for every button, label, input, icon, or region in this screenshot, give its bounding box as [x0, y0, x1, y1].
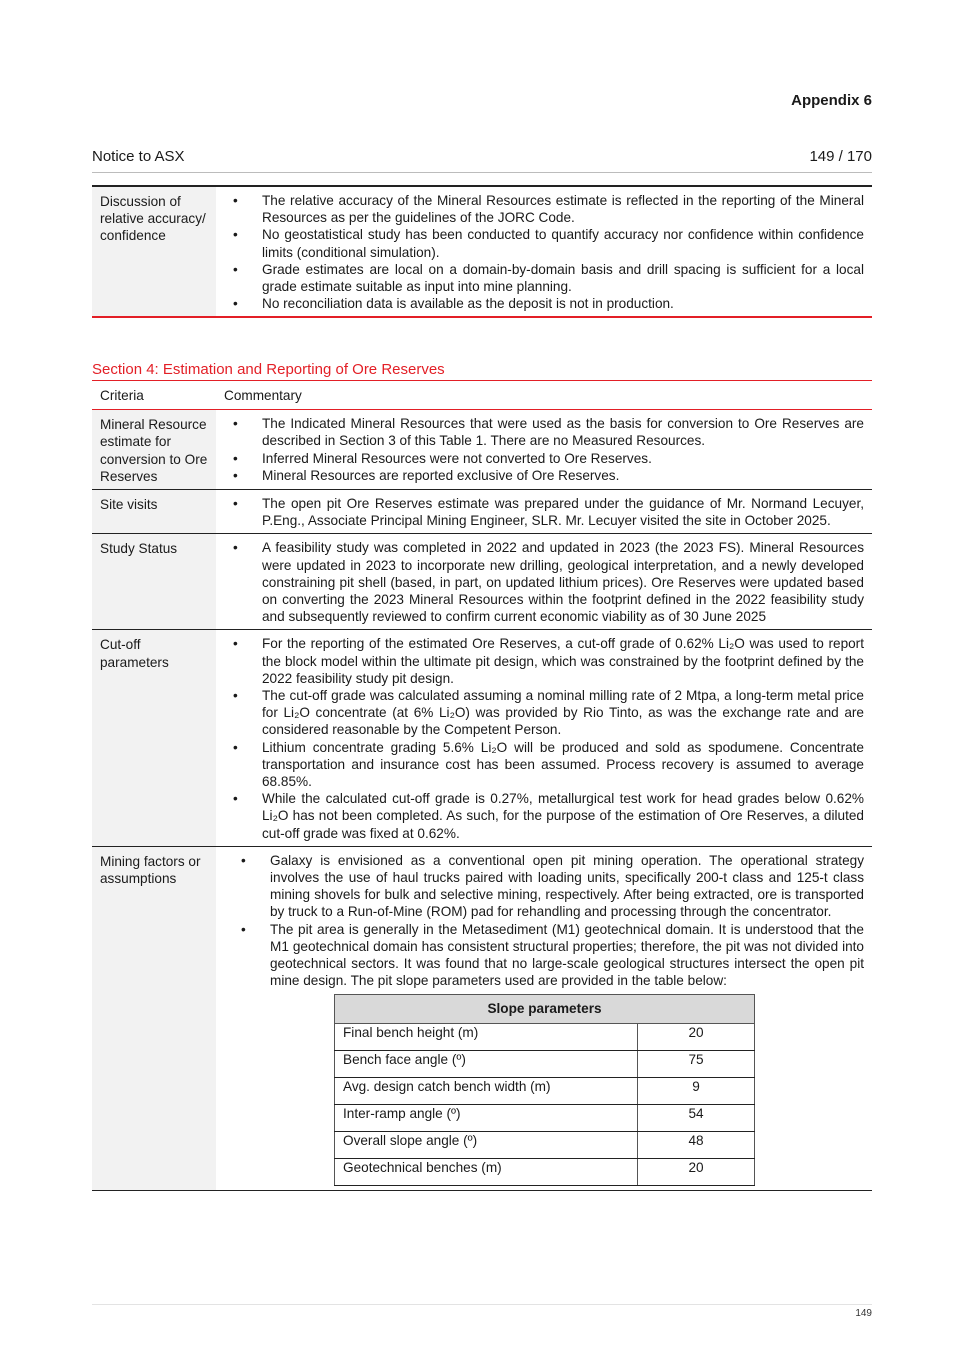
commentary-header: Commentary [216, 382, 872, 410]
table-header-row [92, 382, 872, 410]
param-value: 20 [638, 1158, 755, 1185]
list-item: • Grade estimates are local on a domain-by-domain basis and drill spacing is sufficient for a local grade estimate suitable as input into mine planning. [216, 261, 864, 295]
param-label: Overall slope angle (º) [335, 1131, 638, 1158]
table-row [335, 1050, 755, 1077]
criteria-cell: Study Status [92, 534, 216, 630]
param-label: Geotechnical benches (m) [335, 1158, 638, 1185]
param-value: 20 [638, 1023, 755, 1050]
section-title: Section 4: Estimation and Reporting of Ore Reserves [92, 361, 872, 381]
table-row [335, 1077, 755, 1104]
commentary-cell [216, 410, 872, 490]
param-label: Bench face angle (º) [335, 1050, 638, 1077]
list-item: • While the calculated cut-off grade is 0.27%, metallurgical test work for head grades below 0.62% Li₂O has not been completed. As such, for the purpose of the estimation of Ore Reserves, a diluted cut-off grade was fixed at 0.62%. [216, 790, 864, 842]
bullet-list [216, 415, 864, 484]
list-item: • Galaxy is envisioned as a conventional open pit mining operation. The operational strategy involves the use of haul trucks paired with loading units, specifically 200-t class and 125-t class mining shovels for bulk and selective mining, respectively. After being extracted, ore is transported by truck to a Run-of-Mine (ROM) pad for rehandling and processing through the concentrator. [216, 852, 864, 921]
discussion-table [92, 185, 872, 318]
header-page-count: 149 / 170 [809, 148, 872, 165]
table-header-row [335, 994, 755, 1023]
param-value: 9 [638, 1077, 755, 1104]
table-row [92, 410, 872, 490]
param-value: 48 [638, 1131, 755, 1158]
table-row [92, 846, 872, 1190]
list-item: • Inferred Mineral Resources were not converted to Ore Reserves. [216, 450, 864, 467]
criteria-header: Criteria [92, 382, 216, 410]
slope-table-title: Slope parameters [335, 994, 755, 1023]
list-item: • The Indicated Mineral Resources that were used as the basis for conversion to Ore Reserves are described in Section 3 of this Table 1. There are no Measured Resources. [216, 415, 864, 449]
page-header [92, 148, 872, 173]
commentary-cell [216, 630, 872, 846]
ore-reserves-table [92, 382, 872, 1191]
criteria-cell: Mineral Resource estimate for conversion to Ore Reserves [92, 410, 216, 490]
commentary-cell [216, 490, 872, 534]
criteria-cell: Cut-off parameters [92, 630, 216, 846]
criteria-cell: Discussion of relative accuracy/ confidence [92, 186, 216, 317]
list-item: • A feasibility study was completed in 2022 and updated in 2023 (the 2023 FS). Mineral Resources were updated in 2023 to incorporate new drilling, geological interpretation, and a newly developed constraining pit shell (based, in part, on updated lithium prices). Ore Reserves were updated based on converting the 2023 Mineral Resources within the footprint defined in the 2022 feasibility study and subsequently reviewed to confirm current economic viability as of 30 June 2025 [216, 539, 864, 625]
list-item: • The pit area is generally in the Metasediment (M1) geotechnical domain. It is understood that the M1 geotechnical domain has consistent structural properties; therefore, the pit was not divided into geotechnical sectors. It was found that no large-scale geological structures intersect the open pit mine design. The pit slope parameters used are provided in the table below: [216, 921, 864, 990]
param-label: Inter-ramp angle (º) [335, 1104, 638, 1131]
bullet-list [216, 539, 864, 625]
commentary-cell [216, 534, 872, 630]
list-item: • The open pit Ore Reserves estimate was prepared under the guidance of Mr. Normand Lecuyer, P.Eng., Associate Principal Mining Engineer, SLR. Mr. Lecuyer visited the site in October 2025. [216, 495, 864, 529]
commentary-cell [216, 846, 872, 1190]
list-item: • For the reporting of the estimated Ore Reserves, a cut-off grade of 0.62% Li₂O was used to report the block model within the ultimate pit design, which was constrained by the footprint defined by the 2022 feasibility study pit design. [216, 635, 864, 687]
list-item: • No geostatistical study has been conducted to quantify accuracy nor confidence within confidence limits (conditional simulation). [216, 226, 864, 260]
criteria-cell: Mining factors or assumptions [92, 846, 216, 1190]
table-row [92, 186, 872, 317]
slope-parameters-table [334, 994, 755, 1186]
bullet-list [216, 635, 864, 841]
page-number: 149 [855, 1308, 872, 1319]
bullet-list [216, 192, 864, 312]
list-item: • Mineral Resources are reported exclusive of Ore Reserves. [216, 467, 864, 484]
table-row [335, 1023, 755, 1050]
bullet-list [216, 495, 864, 529]
list-item: • Lithium concentrate grading 5.6% Li₂O will be produced and sold as spodumene. Concentrate transportation and insurance cost has been assumed. Process recovery is assumed to average 68.85%. [216, 739, 864, 791]
param-value: 75 [638, 1050, 755, 1077]
bullet-list [216, 852, 864, 990]
table-row [92, 534, 872, 630]
param-value: 54 [638, 1104, 755, 1131]
header-left: Notice to ASX [92, 148, 185, 165]
table-row [92, 630, 872, 846]
appendix-label: Appendix 6 [791, 92, 872, 109]
criteria-cell: Site visits [92, 490, 216, 534]
list-item: • The relative accuracy of the Mineral Resources estimate is reflected in the reporting of the Mineral Resources as per the guidelines of the JORC Code. [216, 192, 864, 226]
commentary-cell [216, 186, 872, 317]
param-label: Avg. design catch bench width (m) [335, 1077, 638, 1104]
table-row [335, 1104, 755, 1131]
table-row [92, 490, 872, 534]
list-item: • No reconciliation data is available as the deposit is not in production. [216, 295, 864, 312]
list-item: • The cut-off grade was calculated assuming a nominal milling rate of 2 Mtpa, a long-term metal price for Li₂O concentrate (at 6% Li₂O) was provided by Rio Tinto, as was the exchange rate and are considered reasonable by the Competent Person. [216, 687, 864, 739]
footer-divider [92, 1304, 872, 1305]
table-row [335, 1158, 755, 1185]
param-label: Final bench height (m) [335, 1023, 638, 1050]
table-row [335, 1131, 755, 1158]
